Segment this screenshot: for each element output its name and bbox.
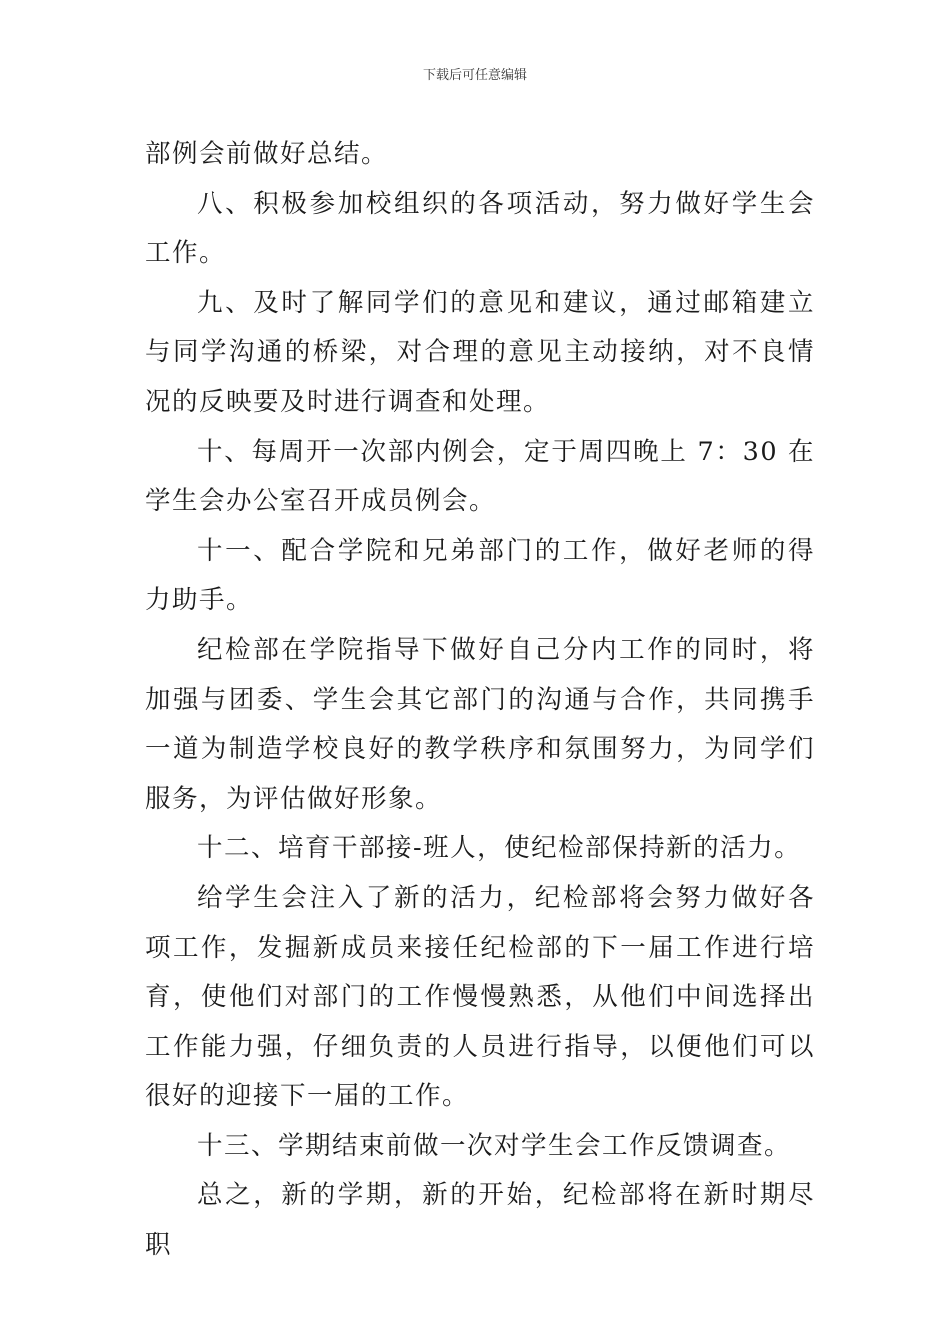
paragraph-item-13: 十三、学期结束前做一次对学生会工作反馈调查。 — [197, 1130, 792, 1161]
paragraph-continuation: 部例会前做好总结。 — [145, 139, 389, 169]
paragraph-item-9: 九、及时了解同学们的意见和建议，通过邮箱建立与同学沟通的桥梁，对合理的意见主动接纳，对不良情况的反映要及时进行调查和处理。 — [145, 287, 815, 417]
paragraph-item-11: 十一、配合学院和兄弟部门的工作，做好老师的得力助手。 — [145, 535, 815, 616]
paragraph-item-10: 十、每周开一次部内例会，定于周四晚上 7：30 在学生会办公室召开成员例会。 — [145, 436, 815, 517]
paragraph-summary: 总之，新的学期，新的开始，纪检部将在新时期尽职 — [145, 1180, 815, 1261]
paragraph-item-8: 八、积极参加校组织的各项活动，努力做好学生会工作。 — [145, 188, 815, 269]
paragraph-discipline-dept: 纪检部在学院指导下做好自己分内工作的同时，将加强与团委、学生会其它部门的沟通与合作，共同携手一道为制造学校良好的教学秩序和氛围努力，为同学们服务，为评估做好形象。 — [145, 634, 815, 814]
paragraph-item-12: 十二、培育干部接-班人，使纪检部保持新的活力。 — [197, 833, 802, 864]
document-body — [145, 130, 815, 1271]
paragraph-new-vitality: 给学生会注入了新的活力，纪检部将会努力做好各项工作，发掘新成员来接任纪检部的下一届工作进行培育，使他们对部门的工作慢慢熟悉，从他们中间选择出工作能力强，仔细负责的人员进行指导，以便他们可以很好的迎接下一届的工作。 — [145, 882, 815, 1112]
page-header: 下载后可任意编辑 — [422, 68, 527, 83]
